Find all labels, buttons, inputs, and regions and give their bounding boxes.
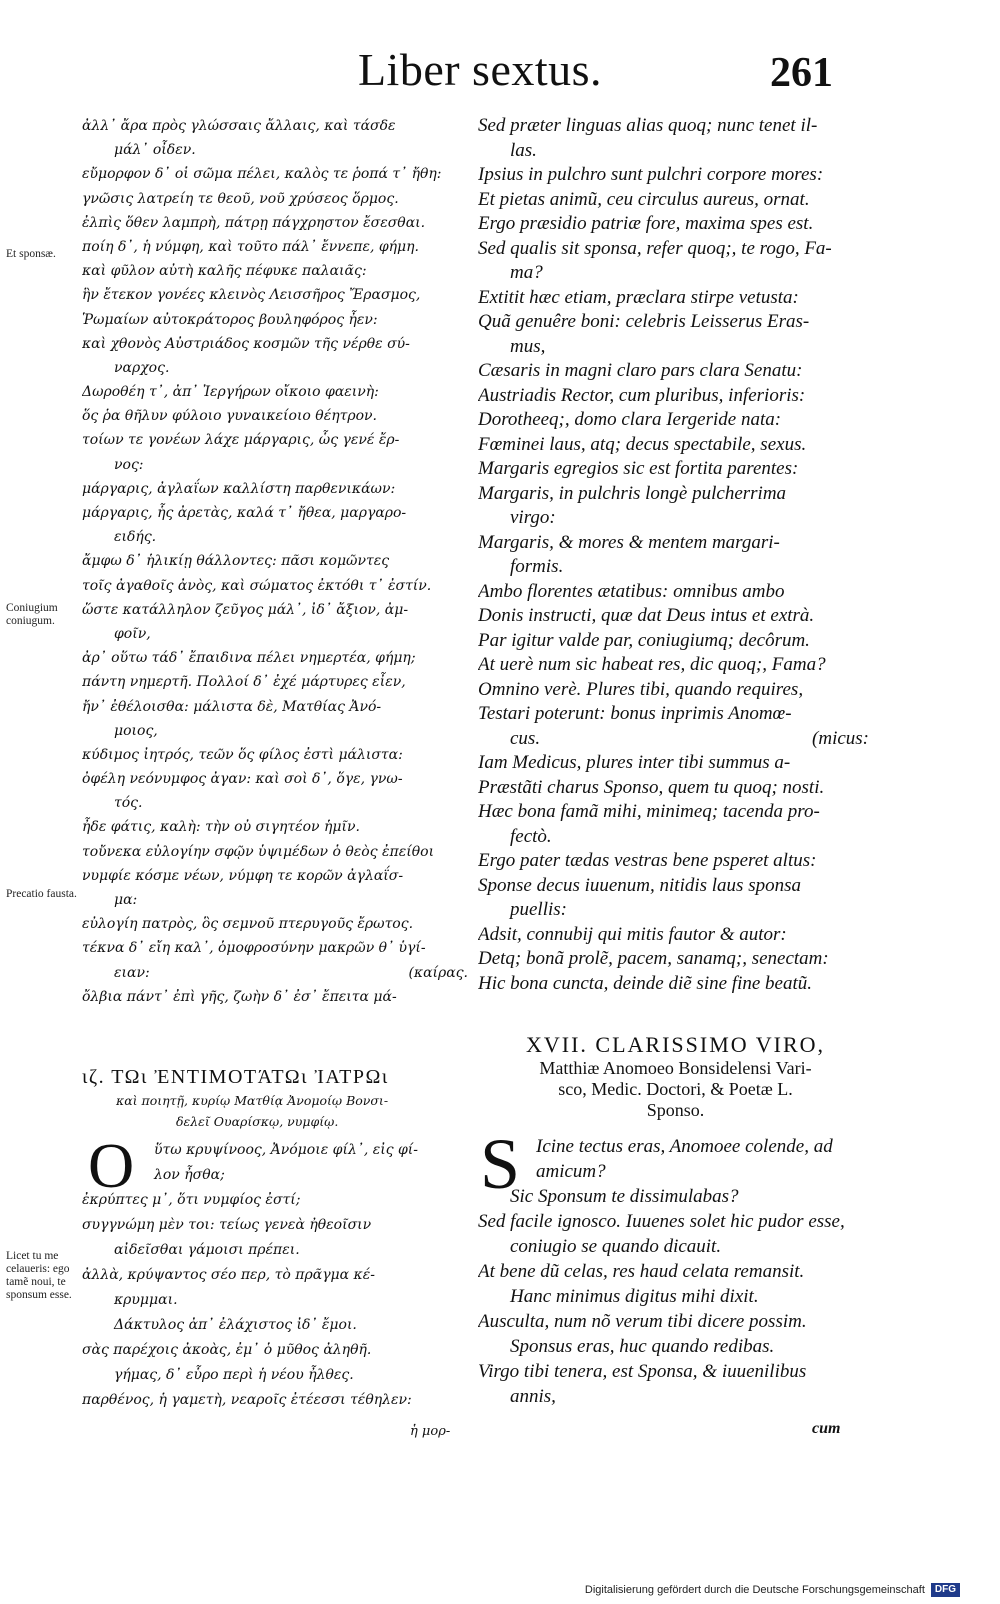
greek-poem-line: αἰδεῖσθαι γάμοισι πρέπει. <box>114 1242 300 1258</box>
greek-line: ὀφέλη νεόνυμφος ἀγαν: καὶ σοὶ δ᾽, ὅγε, γνω- <box>82 771 403 788</box>
latin-poem-line: amicum? <box>536 1161 606 1182</box>
latin-line: Dorotheeq;, domo clara Iergeride nata: <box>478 409 782 430</box>
latin-line: Testari poterunt: bonus inprimis Anomœ- <box>478 703 792 724</box>
latin-poem-line: Icine tectus eras, Anomoee colende, ad <box>536 1136 833 1157</box>
greek-poem-line: Δάκτυλος ἀπ᾽ ἐλάχιστος ἰδ᾽ ἔμοι. <box>114 1317 357 1333</box>
page-header-title: Liber sextus. <box>357 44 603 95</box>
greek-poem-line: κρυμμαι. <box>114 1292 178 1308</box>
latin-catchword: cum <box>812 1420 841 1437</box>
latin-poem-heading <box>478 1032 873 1121</box>
latin-line: At uerè num sic habeat res, dic quoq;, Fama? <box>478 654 826 675</box>
latin-line: Hic bona cuncta, deinde diẽ sine fine beatũ. <box>478 972 812 994</box>
latin-line: Cæsaris in magni claro pars clara Senatu: <box>478 360 803 381</box>
margin-note: Coniugium coniugum. <box>6 602 58 627</box>
greek-line: ὅς ῥα θῆλυν φύλοιο γυναικείοιο θέητρον. <box>82 408 378 425</box>
latin-poem-body <box>478 1134 873 1409</box>
latin-line: mus, <box>510 335 546 357</box>
dfg-logo-icon: DFG <box>931 1583 960 1597</box>
latin-heading-line: Matthiæ Anomoeo Bonsidelensi Vari- <box>539 1058 812 1078</box>
greek-line: ἐλπὶς ὅθεν λαμπρὴ, πάτρῃ πάγχρηστον ἔσεσθαι. <box>82 214 426 231</box>
latin-line: Par igitur valde par, coniugiumq; decôrum. <box>478 629 810 651</box>
greek-line: ἣν ἔτεκον γονέες κλεινὸς Λεισσῆρος Ἔρασμος, <box>82 287 421 304</box>
greek-line: εὔμορφον δ᾽ οἱ σῶμα πέλει, καλὸς τε ῥοπά τ᾽ ἤθη: <box>82 166 442 183</box>
digitization-footer <box>585 1583 960 1597</box>
latin-line: puellis: <box>510 899 567 920</box>
greek-turnover: (καίρας. <box>408 964 468 981</box>
latin-line: Sed præter linguas alias quoq; nunc tenet il- <box>478 115 818 136</box>
greek-line: ναρχος. <box>114 359 170 376</box>
latin-heading-line: sco, Medic. Doctori, & Poetæ L. <box>558 1079 793 1099</box>
latin-line: virgo: <box>510 507 556 528</box>
latin-line: Adsit, connubij qui mitis fautor & autor: <box>478 923 787 945</box>
latin-line: Margaris egregios sic est fortita parentes: <box>478 458 799 479</box>
latin-line: fectò. <box>510 825 552 847</box>
greek-catchword: ἡ μορ- <box>410 1424 451 1439</box>
latin-turnover: (micus: <box>812 727 869 749</box>
latin-poem-line: annis, <box>510 1386 556 1407</box>
greek-line: τός. <box>114 795 143 812</box>
greek-line: ἤν᾽ ἐθέλοισθα: μάλιστα δὲ, Ματθίας Ἀνό- <box>82 698 382 715</box>
greek-line: τοὔνεκα εὐλογίην σφῷν ὑψιμέδων ὁ θεὸς ἐπείθοι <box>82 843 435 860</box>
greek-poem-body <box>82 1138 472 1413</box>
latin-dropcap: S <box>480 1124 521 1204</box>
greek-line: καὶ χθονὸς Αὐστριάδος κοσμῶν τῆς νέρθε σύ- <box>82 335 410 352</box>
greek-column <box>82 114 472 1009</box>
latin-line: Ergo præsidio patriæ fore, maxima spes est. <box>478 213 814 234</box>
greek-poem-line: γήμας, δ᾽ εὗρο περὶ ἡ νέου ἦλθες. <box>114 1367 354 1383</box>
latin-line: Extitit hæc etiam, præclara stirpe vetusta: <box>478 286 799 308</box>
greek-line: μάργαρις, ἧς ἀρετὰς, καλά τ᾽ ἤθεα, μαργαρο- <box>82 505 407 521</box>
greek-poem-line: ἐκρύπτες μ᾽, ὅτι νυμφίος ἐστί; <box>82 1192 301 1208</box>
latin-line: Et pietas animũ, ceu circulus aureus, ornat. <box>478 188 810 210</box>
latin-line: Fœminei laus, atq; decus spectabile, sexus. <box>478 433 807 455</box>
margin-note: Precatio fausta. <box>6 888 77 900</box>
latin-line: Donis instructi, quæ dat Deus intus et extrà. <box>478 605 815 626</box>
latin-line: Ambo florentes ætatibus: omnibus ambo <box>478 580 785 602</box>
latin-line: Iam Medicus, plures inter tibi summus a- <box>478 752 791 773</box>
greek-line: μοιος, <box>114 722 158 739</box>
greek-poem-subheading <box>116 1090 466 1132</box>
latin-line: ma? <box>510 262 543 283</box>
greek-line: εὐλογίη πατρὸς, ὃς σεμνοῦ πτερυγοῦς ἔρωτος. <box>82 916 414 933</box>
greek-line: ἄμφω δ᾽ ἡλικίῃ θάλλοντες: πᾶσι κομῶντες <box>82 553 390 570</box>
latin-line: Margaris, in pulchris longè pulcherrima <box>478 482 787 504</box>
latin-poem-line: Sed facile ignosco. Iuuenes solet hic pudor esse, <box>478 1211 845 1232</box>
greek-line: Ῥωμαίων αὐτοκράτορος βουληφόρος ἦεν: <box>82 311 378 328</box>
greek-poem-line: λον ἦσθα; <box>154 1167 225 1183</box>
greek-line: φοῖν, <box>114 625 151 642</box>
greek-poem-line: ἀλλὰ, κρύψαντος σέο περ, τὸ πρᾶγμα κέ- <box>82 1267 375 1283</box>
greek-poem-line: συγγνώμη μὲν τοι: τείως γενεὰ ἠθεοῖσιν <box>82 1217 372 1233</box>
greek-line: κύδιμος ἰητρός, τεῶν ὅς φίλος ἐστὶ μάλιστα: <box>82 746 403 763</box>
latin-poem-line: At bene dũ celas, res haud celata remansit. <box>478 1261 805 1282</box>
greek-line: καὶ φῦλον αὐτὴ καλῆς πέφυκε παλαιᾶς: <box>82 263 367 280</box>
greek-line: ποίη δ᾽, ἡ νύμφη, καὶ τοῦτο πάλ᾽ ἔννεπε, φήμη. <box>82 238 419 255</box>
latin-column <box>478 114 873 996</box>
latin-line: Quã genuêre boni: celebris Leisserus Eras- <box>478 311 810 332</box>
greek-sub-line: δελεῖ Ουαρίσκῳ, νυμφίῳ. <box>176 1114 339 1129</box>
greek-line: Δωροθέη τ᾽, ἀπ᾽ Ἰεργήρων οἴκοιο φαεινὴ: <box>82 384 379 401</box>
greek-line: τοίων τε γονέων λάχε μάργαρις, ὧς γενέ ἔρ- <box>82 432 400 449</box>
greek-line: μάλ᾽ οἶδεν. <box>114 142 196 159</box>
margin-note: Licet tu me celaueris: ego tamẽ noui, te sponsum esse. <box>6 1250 72 1301</box>
greek-line: νυμφίε κόσμε νέων, νύμφη τε κορῶν ἀγλαΐσ- <box>82 867 404 884</box>
greek-line: ἀρ᾽ οὕτω τάδ᾽ ἔπαιδινα πέλει νημερτέα, φήμη; <box>82 650 416 667</box>
latin-line: Sponse decus iuuenum, nitidis laus sponsa <box>478 874 801 896</box>
greek-line: ὥστε κατάλληλον ζεῦγος μάλ᾽, ἰδ᾽ ἄξιον, ἀμ- <box>82 601 409 618</box>
greek-line: νος: <box>114 456 144 473</box>
greek-line: πάντη νημερτῆ. Πολλοί δ᾽ ἐχέ μάρτυρες εἶεν, <box>82 674 406 691</box>
greek-line: μα: <box>114 892 138 908</box>
greek-line: ἦδε φάτις, καλὴ: τὴν οὐ σιγητέον ἡμῖν. <box>82 819 360 836</box>
greek-line: ὄλβια πάντ᾽ ἐπὶ γῆς, ζωὴν δ᾽ ἐσ᾽ ἔπειτα μά- <box>82 988 397 1005</box>
latin-line: Detq; bonã prolẽ, pacem, sanamq;, senectam: <box>478 948 829 969</box>
greek-poem-line: ὕτω κρυψίνοος, Ἀνόμοιε φίλ᾽, εἰς φί- <box>154 1142 419 1158</box>
latin-poem-line: Hanc minimus digitus mihi dixit. <box>510 1286 759 1307</box>
latin-heading-line: Sponso. <box>646 1100 705 1120</box>
latin-line: Margaris, & mores & mentem margari- <box>478 531 780 553</box>
footer-text: Digitalisierung gefördert durch die Deutsche Forschungsgemeinschaft <box>584 1584 925 1596</box>
latin-line: formis. <box>510 556 564 577</box>
latin-line: Hæc bona famã mihi, minimeq; tacenda pro- <box>478 801 820 822</box>
greek-line: ἀλλ᾽ ἄρα πρὸς γλώσσαις ἄλλαις, καὶ τάσδε <box>82 118 396 134</box>
latin-poem-line: Sponsus eras, huc quando redibas. <box>510 1336 775 1357</box>
latin-line: Sed qualis sit sponsa, refer quoq;, te rogo, Fa- <box>478 237 832 259</box>
greek-line: ειαν: (καίρας. <box>82 961 472 985</box>
latin-line: Ipsius in pulchro sunt pulchri corpore mores: <box>478 164 824 185</box>
margin-note: Et sponsæ. <box>6 248 56 260</box>
greek-line: τέκνα δ᾽ εἴη καλ᾽, ὁμοφροσύνην μακρῶν θ᾽ ὑγί- <box>82 940 426 957</box>
greek-poem-line: παρθένος, ἡ γαμετὴ, νεαροῖς ἐτέεσσι τέθηλεν: <box>82 1392 412 1408</box>
latin-poem-line: Virgo tibi tenera, est Sponsa, & iuuenilibus <box>478 1361 807 1382</box>
greek-line: ειδής. <box>114 529 157 546</box>
page-number: 261 <box>770 50 833 96</box>
greek-line: μάργαρις, ἀγλαΐων καλλίστη παρθενικάων: <box>82 480 396 497</box>
greek-dropcap: Ο <box>88 1130 135 1201</box>
latin-line: Præstãti charus Sponso, quem tu quoq; nosti. <box>478 776 825 798</box>
latin-poem-line: Sic Sponsum te dissimulabas? <box>510 1186 739 1207</box>
latin-poem-line: coniugio se quando dicauit. <box>510 1236 722 1257</box>
greek-poem-line: σὰς παρέχοις ἀκοὰς, ἐμ᾽ ὁ μῦθος ἀληθῆ. <box>82 1342 372 1358</box>
latin-line: Omnino verè. Plures tibi, quando requires, <box>478 678 804 700</box>
greek-poem-heading: ιζ. ΤΩι ἘΝΤΙΜΟΤΆΤΩι ἸΑΤΡΩι <box>82 1066 389 1088</box>
greek-line: τοῖς ἀγαθοῖς ἀνὸς, καὶ σώματος ἐκτόθι τ᾽ ἐστίν. <box>82 577 432 594</box>
latin-line: Austriadis Rector, cum pluribus, inferioris: <box>478 384 806 406</box>
latin-line: las. <box>510 139 537 161</box>
greek-sub-line: καὶ ποιητῇ, κυρίῳ Ματθίᾳ Ἀνομοίῳ Βονσι- <box>116 1093 389 1108</box>
latin-poem-line: Ausculta, num nõ verum tibi dicere possim. <box>478 1311 807 1332</box>
greek-line: γνῶσις λατρείη τε θεοῦ, νοῦ χρύσεος ὅρμος. <box>82 190 399 207</box>
latin-heading-line: XVII. CLARISSIMO VIRO, <box>525 1032 826 1057</box>
latin-line: Ergo pater tædas vestras bene psperet altus: <box>478 850 817 871</box>
latin-line: cus. (micus: <box>478 727 873 752</box>
